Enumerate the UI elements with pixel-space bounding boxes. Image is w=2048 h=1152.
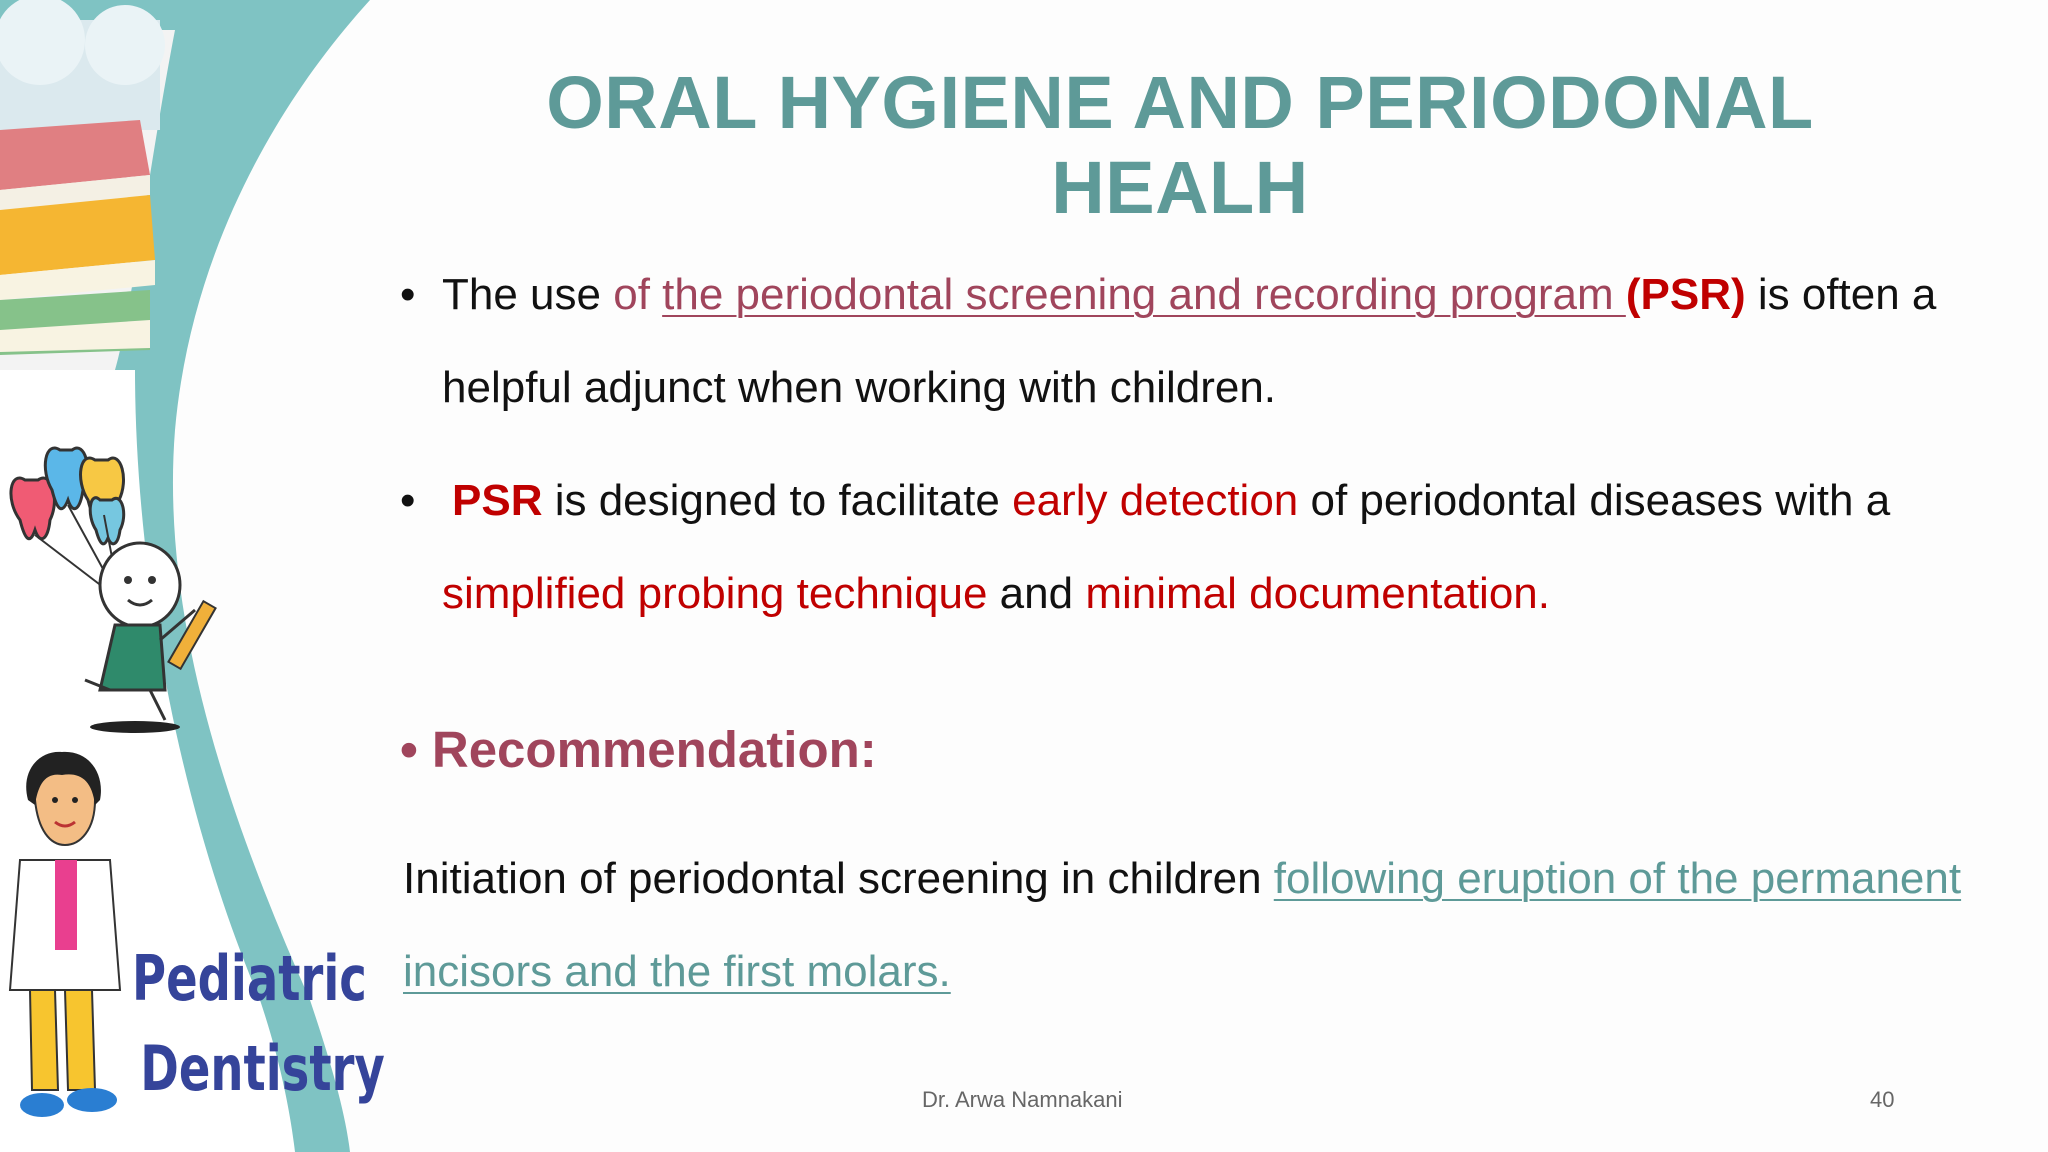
brand-pediatric: Pediatric: [132, 942, 367, 1015]
bullet-marker: •: [400, 721, 418, 778]
slide-title: ORAL HYGIENE AND PERIODONAL HEALH: [546, 61, 1814, 229]
eruption-link[interactable]: following eruption of the permanent incisors and the first molars.: [403, 854, 1962, 996]
bullet-marker: •: [400, 476, 416, 525]
side-decoration: [0, 0, 460, 1152]
books-icon: [0, 120, 155, 355]
footer-author: Dr. Arwa Namnakani: [922, 1087, 1123, 1112]
page-number: 40: [1870, 1087, 1895, 1112]
bullet-text: The use of the periodontal screening and recording program (PSR) is often a helpful adjunct when working with children.: [442, 270, 1937, 412]
bullet-psr-design: [400, 454, 2010, 640]
recommendation-heading: • Recommendation:: [400, 721, 877, 778]
bullet-marker: •: [400, 270, 416, 319]
bullet-psr-usage: [400, 248, 2010, 434]
bullet-text: PSR is designed to facilitate early detection of periodontal diseases with a simplified probing technique and minimal documentation.: [442, 476, 1891, 618]
psr-program-link[interactable]: the periodontal screening and recording program: [662, 270, 1626, 319]
brand-dentistry: Dentistry: [140, 1032, 385, 1105]
recommendation-text: Initiation of periodontal screening in children following eruption of the permanent incisors and the first molars.: [403, 854, 1962, 996]
